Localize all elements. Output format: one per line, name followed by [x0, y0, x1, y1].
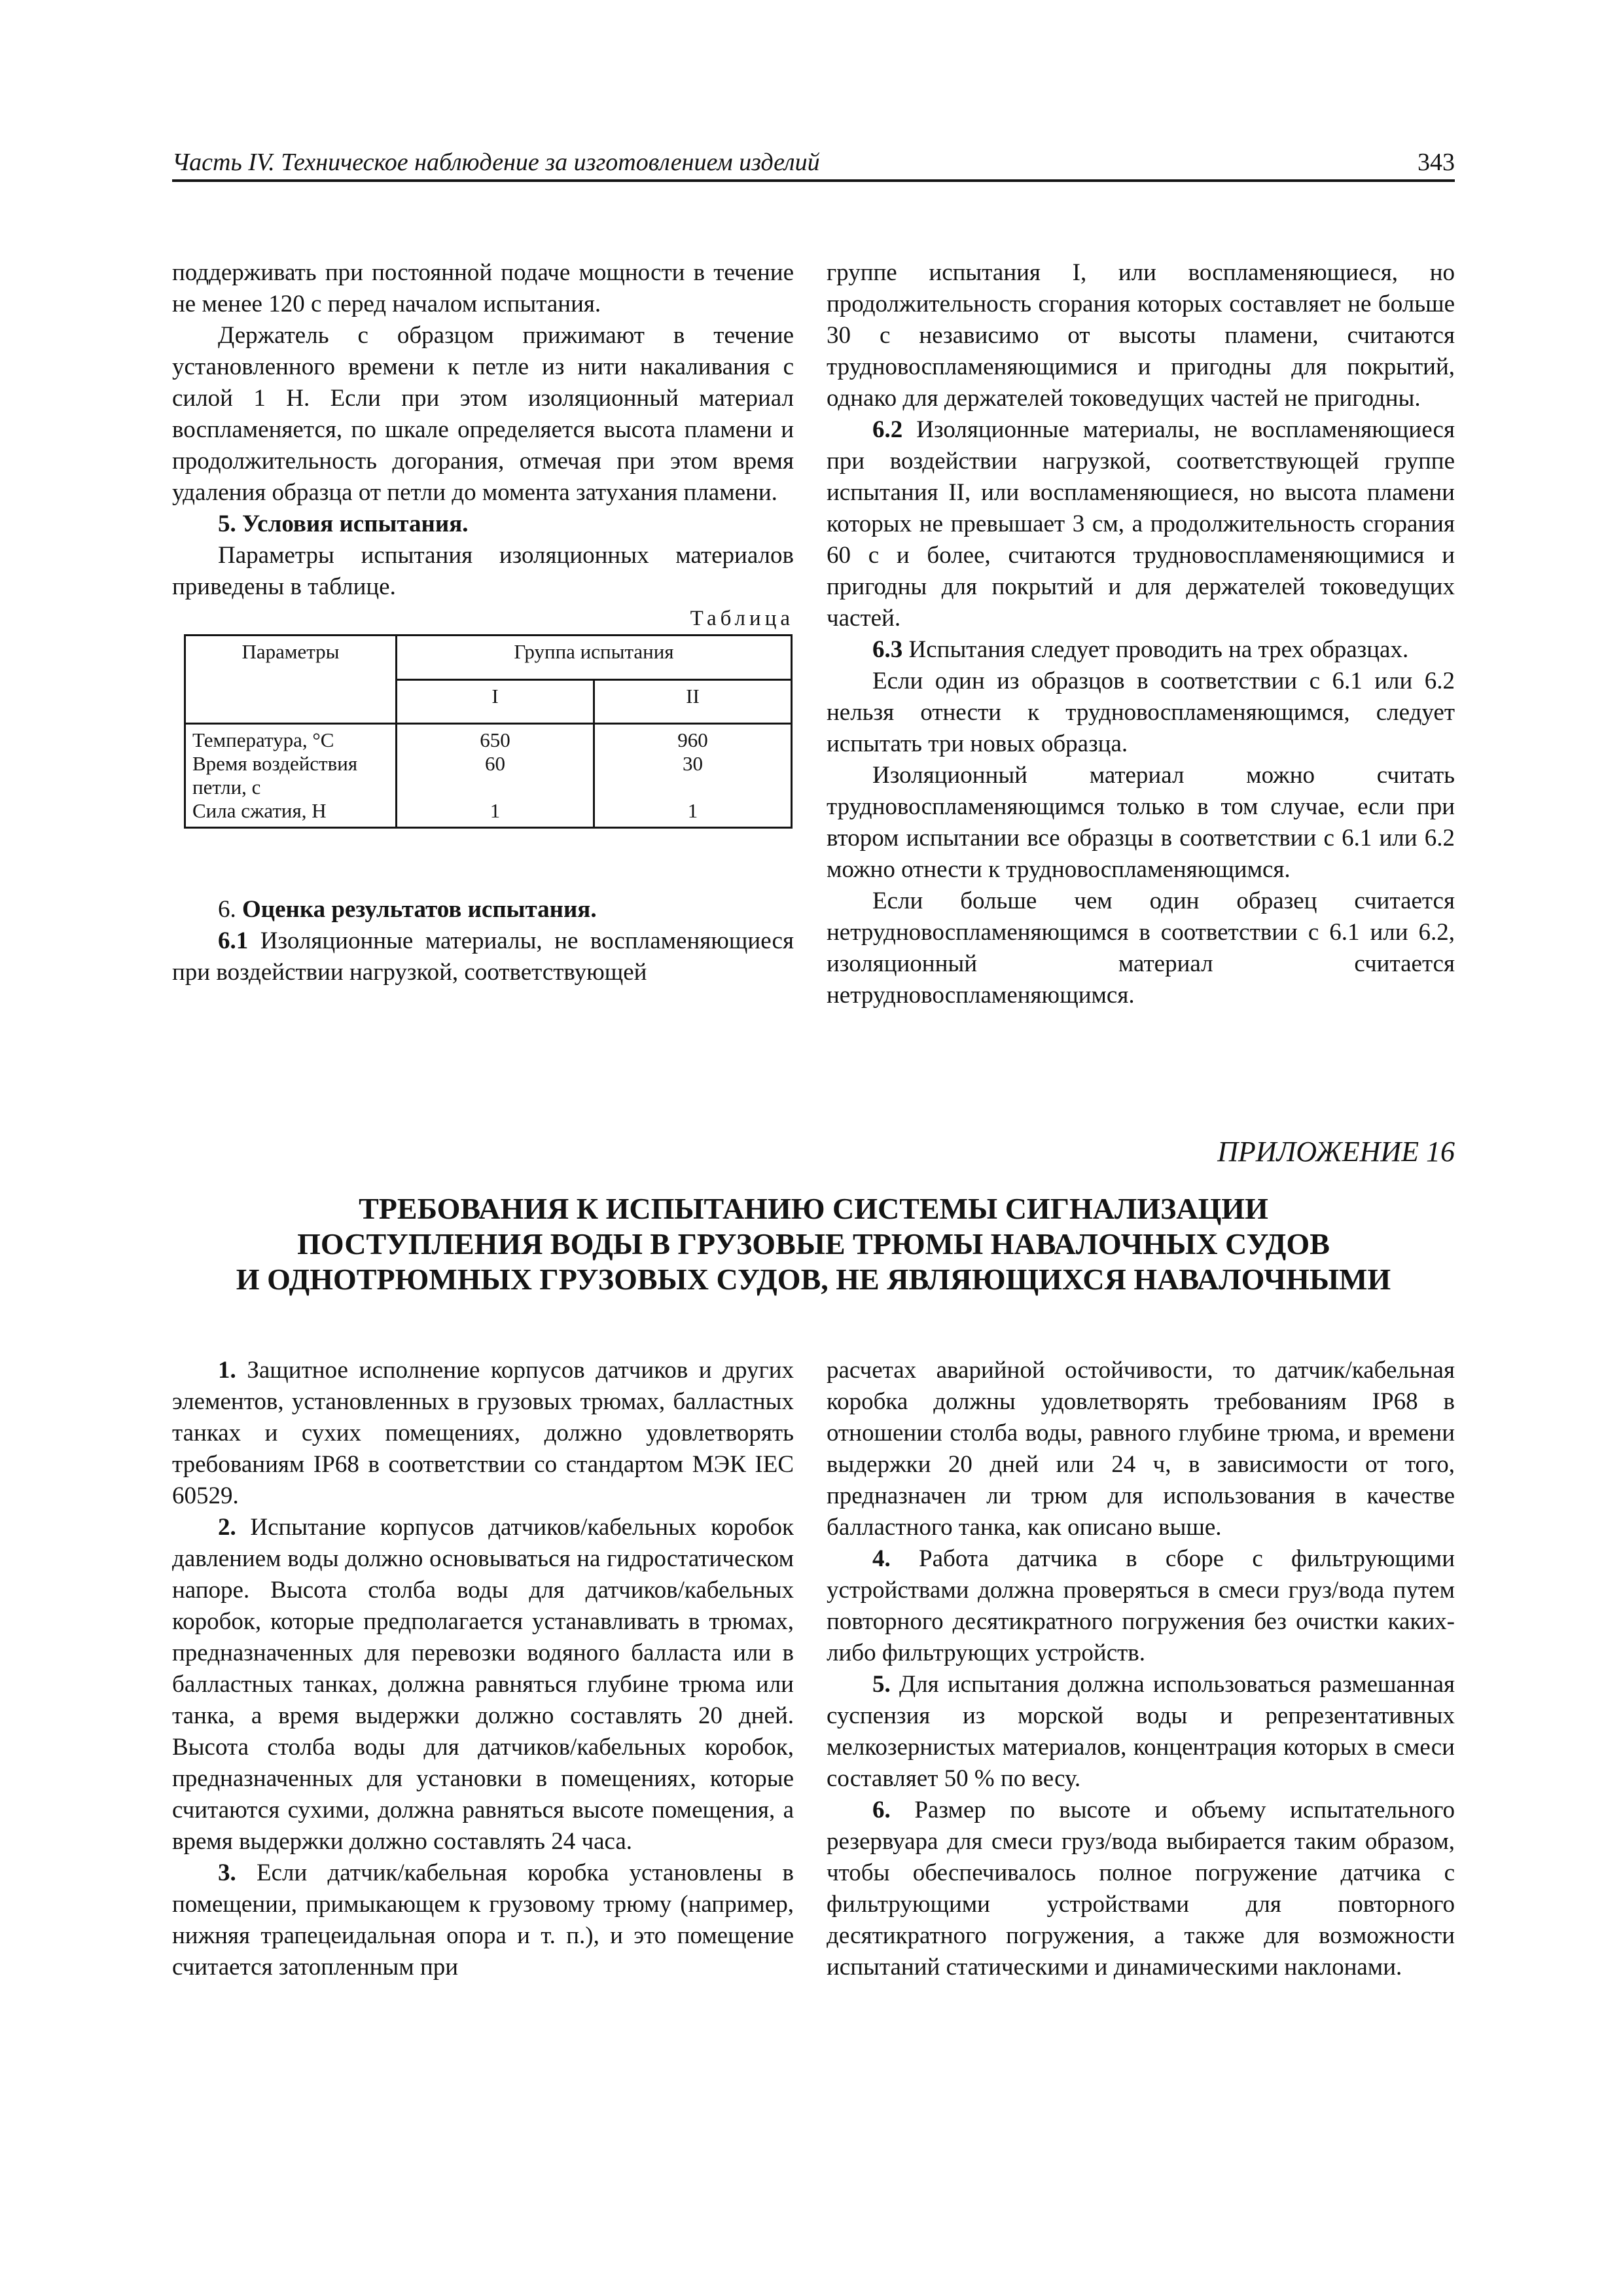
table-cell-group-ii [594, 724, 791, 828]
item-number: 6. [872, 1797, 891, 1823]
running-title: Часть IV. Техническое наблюдение за изготовлением изделий [172, 149, 820, 176]
paragraph: Если один из образцов в соответствии с 6.1 или 6.2 нельзя отнести к трудновоспламеняющимся, следует испытать три новых образца. [827, 668, 1455, 757]
row-label: Температура, °С [192, 728, 334, 751]
row-label: Время воздействия петли, с [192, 752, 358, 798]
item-number: 2. [218, 1514, 236, 1541]
list-item [827, 1543, 1455, 1669]
item-number: 4. [872, 1545, 891, 1572]
section-6-heading [172, 894, 794, 925]
cell-value: 60 [484, 752, 505, 775]
paragraph: Если больше чем один образец считается нетрудновоспламеняющимся в соответствии с 6.1 или 6.2, изоляционный материал считается нетрудновоспламеняющимся. [827, 888, 1455, 1009]
paragraph: поддерживать при постоянной подаче мощности в течение не менее 120 с перед началом испытания. [172, 259, 794, 317]
right-column-top [827, 257, 1455, 1011]
list-item [827, 1669, 1455, 1795]
section-title: Оценка результатов испытания. [242, 896, 597, 923]
clause-text: Изоляционные материалы, не воспламеняющиеся при воздействии нагрузкой, соответствующей группе испытания II, или воспламеняющиеся, но высота пламени которых не превышает 3 см, а продолжительность сгорания 60 с и более, считаются трудновоспламеняющимися и пригодны для покрытий и для держателей токоведущих частей. [827, 416, 1455, 632]
clause-text: Изоляционные материалы, не воспламеняющиеся при воздействии нагрузкой, соответствующей [172, 927, 794, 986]
item-text: Испытание корпусов датчиков/кабельных коробок давлением воды должно основываться на гидростатическом напоре. Высота столба воды для датчиков/кабельных коробок, которые предполагается устанавливать в трюмах, предназначенных для перевозки водяного балласта или в балластных танках, должна равняться глубине трюма или танка, а время выдержки должно составлять 20 дней. Высота столба воды для датчиков/кабельных коробок, предназначенных для установки в помещениях, которые считаются сухими, должна равняться высоте помещения, а время выдержки должно составлять 24 часа. [172, 1514, 794, 1855]
list-item [172, 1512, 794, 1857]
item-text: Для испытания должна использоваться размешанная суспензия из морской воды и репрезентативных мелкозернистых материалов, концентрация которых в смеси составляет 50 % по весу. [827, 1671, 1455, 1792]
section-title-block [172, 1191, 1455, 1297]
table-header-group: Группа испытания [397, 636, 792, 680]
table-row [185, 724, 792, 828]
item-text: Защитное исполнение корпусов датчиков и других элементов, установленных в грузовых трюмах, балластных танках и сухих помещениях, должно удовлетворять требованиям IP68 в соответствии со стандартом МЭК IEC 60529. [172, 1357, 794, 1509]
paragraph: расчетах аварийной остойчивости, то датчик/кабельная коробка должны удовлетворять требованиям IP68 в отношении столба воды, равного глубине трюма, и времени выдержки 20 дней или 24 ч, в зависимости от того, предназначен ли трюм для использования в качестве балластного танка, как описано выше. [827, 1357, 1455, 1541]
section-number: 6. [218, 896, 236, 923]
paragraph: Изоляционный материал можно считать трудновоспламеняющимся только в том случае, если при втором испытании все образцы в соответствии с 6.1 или 6.2 можно отнести к трудновоспламеняющимся. [827, 762, 1455, 883]
item-number: 1. [218, 1357, 236, 1384]
list-item [172, 1355, 794, 1512]
table-header-group-i: I [397, 679, 594, 724]
section-5-heading: 5. Условия испытания. [218, 511, 469, 537]
title-line: И ОДНОТРЮМНЫХ ГРУЗОВЫХ СУДОВ, НЕ ЯВЛЯЮЩИХСЯ НАВАЛОЧНЫМИ [236, 1263, 1391, 1296]
clause-number: 6.2 [872, 416, 903, 443]
paragraph [172, 925, 794, 988]
table-header-params: Параметры [185, 636, 397, 724]
list-item [827, 1795, 1455, 1983]
running-header [172, 143, 1455, 182]
clause-text: Испытания следует проводить на трех образцах. [908, 636, 1409, 663]
left-column-top [172, 257, 794, 988]
cell-value: 650 [480, 728, 510, 751]
item-text: Если датчик/кабельная коробка установлены в помещении, примыкающем к грузовому трюму (например, нижняя трапецеидальная опора и т. п.), и это помещение считается затопленным при [172, 1859, 794, 1981]
table-header-group-ii: II [594, 679, 791, 724]
paragraph: группе испытания I, или воспламеняющиеся, но продолжительность сгорания которых составляет не больше 30 с независимо от высоты пламени, считаются трудновоспламеняющимися и пригодны для покрытий, однако для держателей токоведущих частей не пригодны. [827, 259, 1455, 412]
page-number: 343 [1418, 149, 1455, 176]
appendix-label: ПРИЛОЖЕНИЕ 16 [1217, 1136, 1455, 1168]
cell-value: 30 [682, 752, 703, 775]
paragraph: Параметры испытания изоляционных материалов приведены в таблице. [172, 542, 794, 600]
left-column-bottom [172, 1355, 794, 1983]
paragraph [827, 634, 1455, 666]
row-label: Сила сжатия, Н [192, 799, 327, 822]
cell-value: 960 [677, 728, 708, 751]
item-text: Размер по высоте и объему испытательного резервуара для смеси груз/вода выбирается таким образом, чтобы обеспечивалось полное погружение датчика с фильтрующими устройствами для повторного десятикратного погружения, а также для возможности испытаний статическими и динамическими наклонами. [827, 1797, 1455, 1981]
table-cell-labels [185, 724, 397, 828]
item-number: 3. [218, 1859, 236, 1886]
table-caption: Таблица [690, 607, 794, 630]
paragraph [827, 414, 1455, 634]
item-text: Работа датчика в сборе с фильтрующими устройствами должна проверяться в смеси груз/вода путем повторного десятикратного погружения без очистки каких-либо фильтрующих устройств. [827, 1545, 1455, 1666]
title-line: ТРЕБОВАНИЯ К ИСПЫТАНИЮ СИСТЕМЫ СИГНАЛИЗАЦИИ [359, 1192, 1268, 1225]
cell-value: 1 [490, 799, 501, 822]
clause-number: 6.1 [218, 927, 249, 954]
table-cell-group-i [397, 724, 594, 828]
item-number: 5. [872, 1671, 891, 1698]
right-column-bottom [827, 1355, 1455, 1983]
title-line: ПОСТУПЛЕНИЯ ВОДЫ В ГРУЗОВЫЕ ТРЮМЫ НАВАЛОЧНЫХ СУДОВ [297, 1227, 1330, 1261]
paragraph: Держатель с образцом прижимают в течение установленного времени к петле из нити накаливания с силой 1 Н. Если при этом изоляционный материал воспламеняется, по шкале определяется высота пламени и продолжительность догорания, отмечая при этом время удаления образца от петли до момента затухания пламени. [172, 322, 794, 506]
list-item [172, 1857, 794, 1983]
clause-number: 6.3 [872, 636, 903, 663]
header-rule [172, 179, 1455, 182]
parameters-table [184, 634, 793, 829]
cell-value: 1 [687, 799, 698, 822]
